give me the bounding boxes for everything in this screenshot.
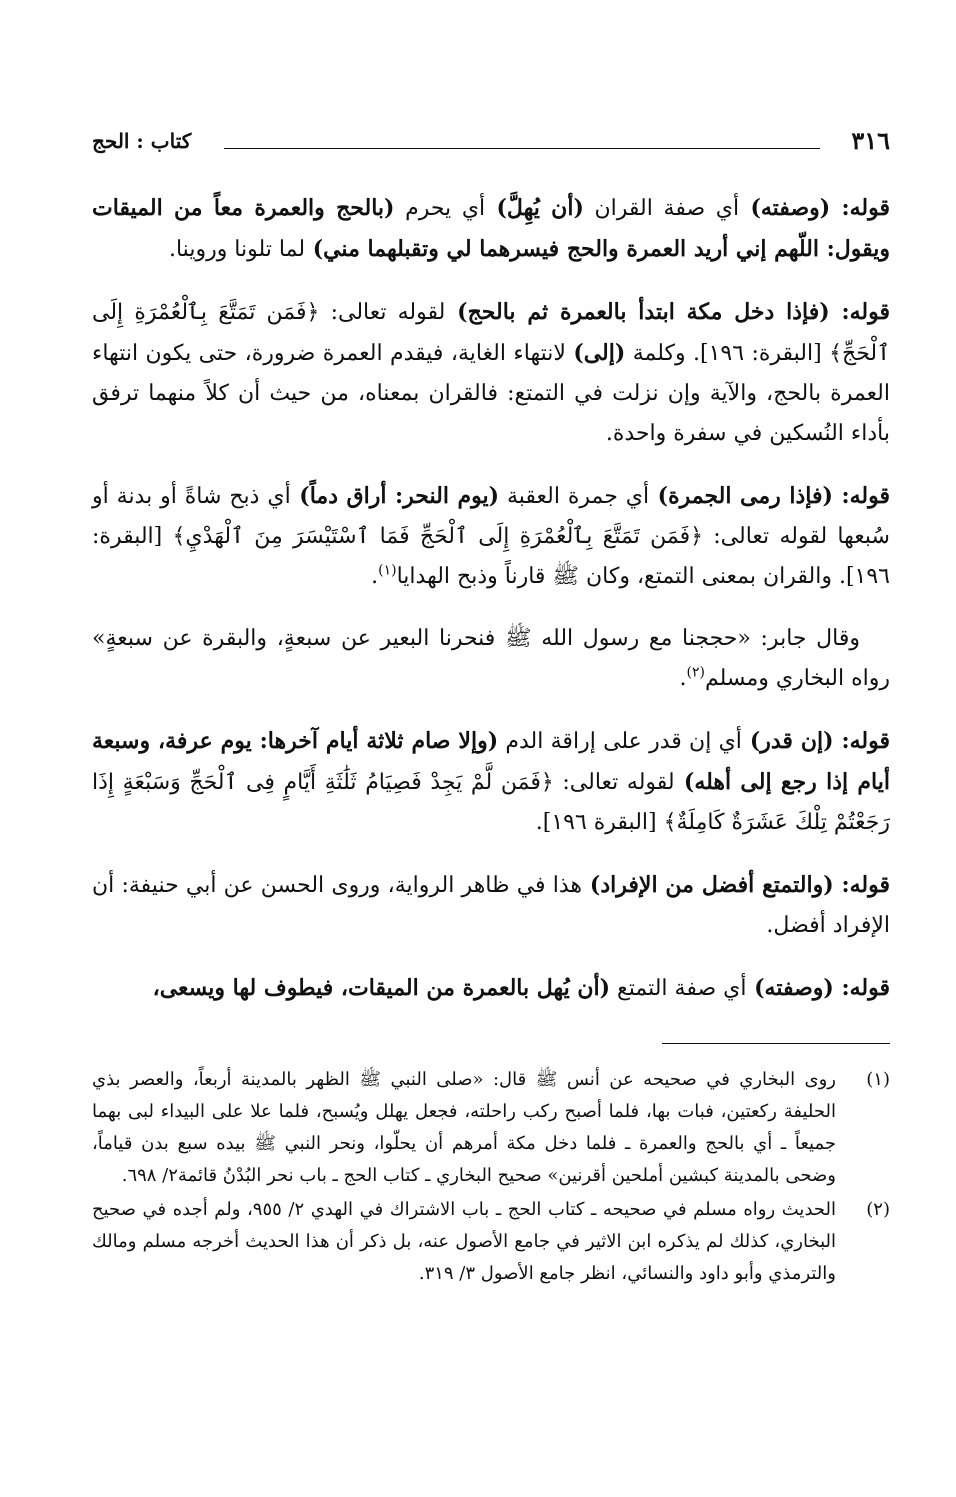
bold-text: (وصفته): [746, 975, 842, 1001]
paragraph-keyword: قوله:: [841, 975, 890, 1001]
bold-text: (والتمتع أفضل من الإفراد): [582, 872, 842, 898]
text-segment: أي إن قدر على إراقة الدم: [498, 729, 742, 754]
text-segment: [البقرة: ١٩٦]. والقران بمعنى التمتع، وكان ﷺ قارناً وذبح الهدايا: [92, 524, 890, 589]
quran-quote: ﴿فَمَن تَمَتَّعَ بِٱلْعُمْرَةِ إِلَى ٱلْحَجِّ﴾: [92, 300, 890, 366]
footnote-text: روى البخاري في صحيحه عن أنس ﷺ قال: «صلى النبي ﷺ الظهر بالمدينة أربعاً، والعصر بذي الحليفة ركعتين، فبات بها، فلما أصبح ركب راحلته، فجعل يهلل ويُسبح، فلما علا على البيداء لبى بهما جميعاً ـ أي بالحج والعمرة ـ فلما دخل مكة أمرهم أن يحلّوا، ونحر النبي ﷺ بيده سبع بدن قياماً، وضحى بالمدينة كبشين أملحين أقرنين» صحيح البخاري ـ كتاب الحج ـ باب نحر البُدْنُ قائمة٢/ ٦٩٨.: [92, 1069, 837, 1186]
text-segment: .: [679, 666, 687, 691]
bold-text: (أن يُهِلَّ): [485, 195, 584, 221]
text-segment: لقوله تعالى:: [553, 770, 675, 795]
bold-text: (إلى): [573, 340, 626, 366]
bold-text: (وإلا صام ثلاثة أيام آخرها: يوم عرفة، وسبعة أيام إذا رجع إلى أهله): [92, 728, 890, 795]
text-segment: [البقرة ١٩٦].: [535, 810, 664, 835]
text-segment: أي صفة التمتع: [610, 976, 747, 1001]
bold-text: (فإذا دخل مكة ابتدأ بالعمرة ثم بالحج): [445, 299, 842, 325]
text-segment: .: [371, 564, 379, 589]
bold-text: (فإذا رمى الجمرة): [649, 483, 842, 509]
page-number: ٣١٦: [851, 126, 890, 155]
text-segment: لما تلونا وروينا.: [168, 237, 306, 262]
paragraph-keyword: قوله:: [841, 728, 890, 754]
text-segment: أي جمرة العقبة: [499, 484, 650, 509]
page-header: [92, 126, 890, 156]
footnote-separator: [662, 1043, 890, 1044]
paragraph-keyword: قوله:: [841, 195, 890, 221]
text-segment: [البقرة: ١٩٦]. وكلمة: [625, 341, 830, 366]
paragraph-keyword: قوله:: [841, 299, 890, 325]
footnote: [92, 1064, 890, 1192]
bold-text: (أن يُهل بالعمرة من الميقات، فيطوف لها ويسعى،: [152, 975, 611, 1001]
paragraph: [92, 968, 890, 1009]
footnote-ref: (٢): [686, 664, 705, 681]
footnote: [92, 1194, 890, 1290]
quran-quote: ﴿فَمَن لَّمْ يَجِدْ فَصِيَامُ ثَلَٰثَةِ أَيَّامٍ فِى ٱلْحَجِّ وَسَبْعَةٍ إِذَا رَجَعْتُمْ تِلْكَ عَشَرَةٌ كَامِلَةٌ﴾: [92, 770, 890, 835]
text-segment: أي ذبح شاةً أو بدنة أو سُبعها لقوله تعالى:: [92, 484, 890, 549]
bold-text: (يوم النحر: أراق دماً): [290, 483, 500, 509]
paragraph: [92, 188, 890, 270]
header-rule: [224, 148, 820, 149]
quran-quote: ﴿فَمَن تَمَتَّعَ بِٱلْعُمْرَةِ إِلَى ٱلْحَجِّ فَمَا ٱسْتَيْسَرَ مِنَ ٱلْهَدْيِ﴾: [172, 524, 703, 549]
paragraph: [92, 721, 890, 843]
paragraph: [92, 292, 890, 454]
paragraph-keyword: قوله:: [841, 483, 890, 509]
bold-text: (بالحج والعمرة معاً من الميقات ويقول: اللّهم إني أريد العمرة والحج فيسرهما لي وتقبلهما مني): [92, 195, 890, 262]
paragraph: [92, 619, 890, 699]
text-segment: أي صفة القران: [583, 196, 740, 221]
paragraph: [92, 865, 890, 946]
footnote-number: (١): [866, 1069, 890, 1090]
text-segment: وقال جابر: «حججنا مع رسول الله ﷺ فنحرنا البعير عن سبعةٍ، والبقرة عن سبعةٍ» رواه البخاري ومسلم: [92, 626, 890, 691]
footnote-number: (٢): [866, 1199, 890, 1220]
text-segment: لانتهاء الغاية، فيقدم العمرة ضرورة، حتى يكون انتهاء العمرة بالحج، والآية وإن نزلت في التمتع: فالقران بمعناه، من حيث أن كلاً منهما ترفق بأداء النُسكين في سفرة واحدة.: [92, 341, 890, 446]
text-segment: أي يحرم: [394, 196, 486, 221]
paragraph: [92, 476, 890, 597]
main-text: [92, 188, 890, 1031]
footnote-ref: (١): [378, 562, 397, 579]
bold-text: (وصفته): [739, 195, 842, 221]
footnotes: [92, 1064, 890, 1292]
footnote-text: الحديث رواه مسلم في صحيحه ـ كتاب الحج ـ باب الاشتراك في الهدي ٢/ ٩٥٥، ولم أجده في صحيح البخاري، كذلك لم يذكره ابن الاثير في جامع الأصول عنه، بل ذكر أن هذا الحديث أخرجه مسلم ومالك والترمذي وأبو داود والنسائي، انظر جامع الأصول ٣/ ٣١٩.: [92, 1199, 836, 1284]
text-segment: هذا في ظاهر الرواية، وروى الحسن عن أبي حنيفة: أن الإفراد أفضل.: [92, 873, 890, 938]
book-title: كتاب : الحج: [92, 129, 192, 153]
bold-text: (إن قدر): [741, 728, 842, 754]
paragraph-keyword: قوله:: [841, 872, 891, 898]
text-segment: لقوله تعالى:: [319, 300, 446, 325]
